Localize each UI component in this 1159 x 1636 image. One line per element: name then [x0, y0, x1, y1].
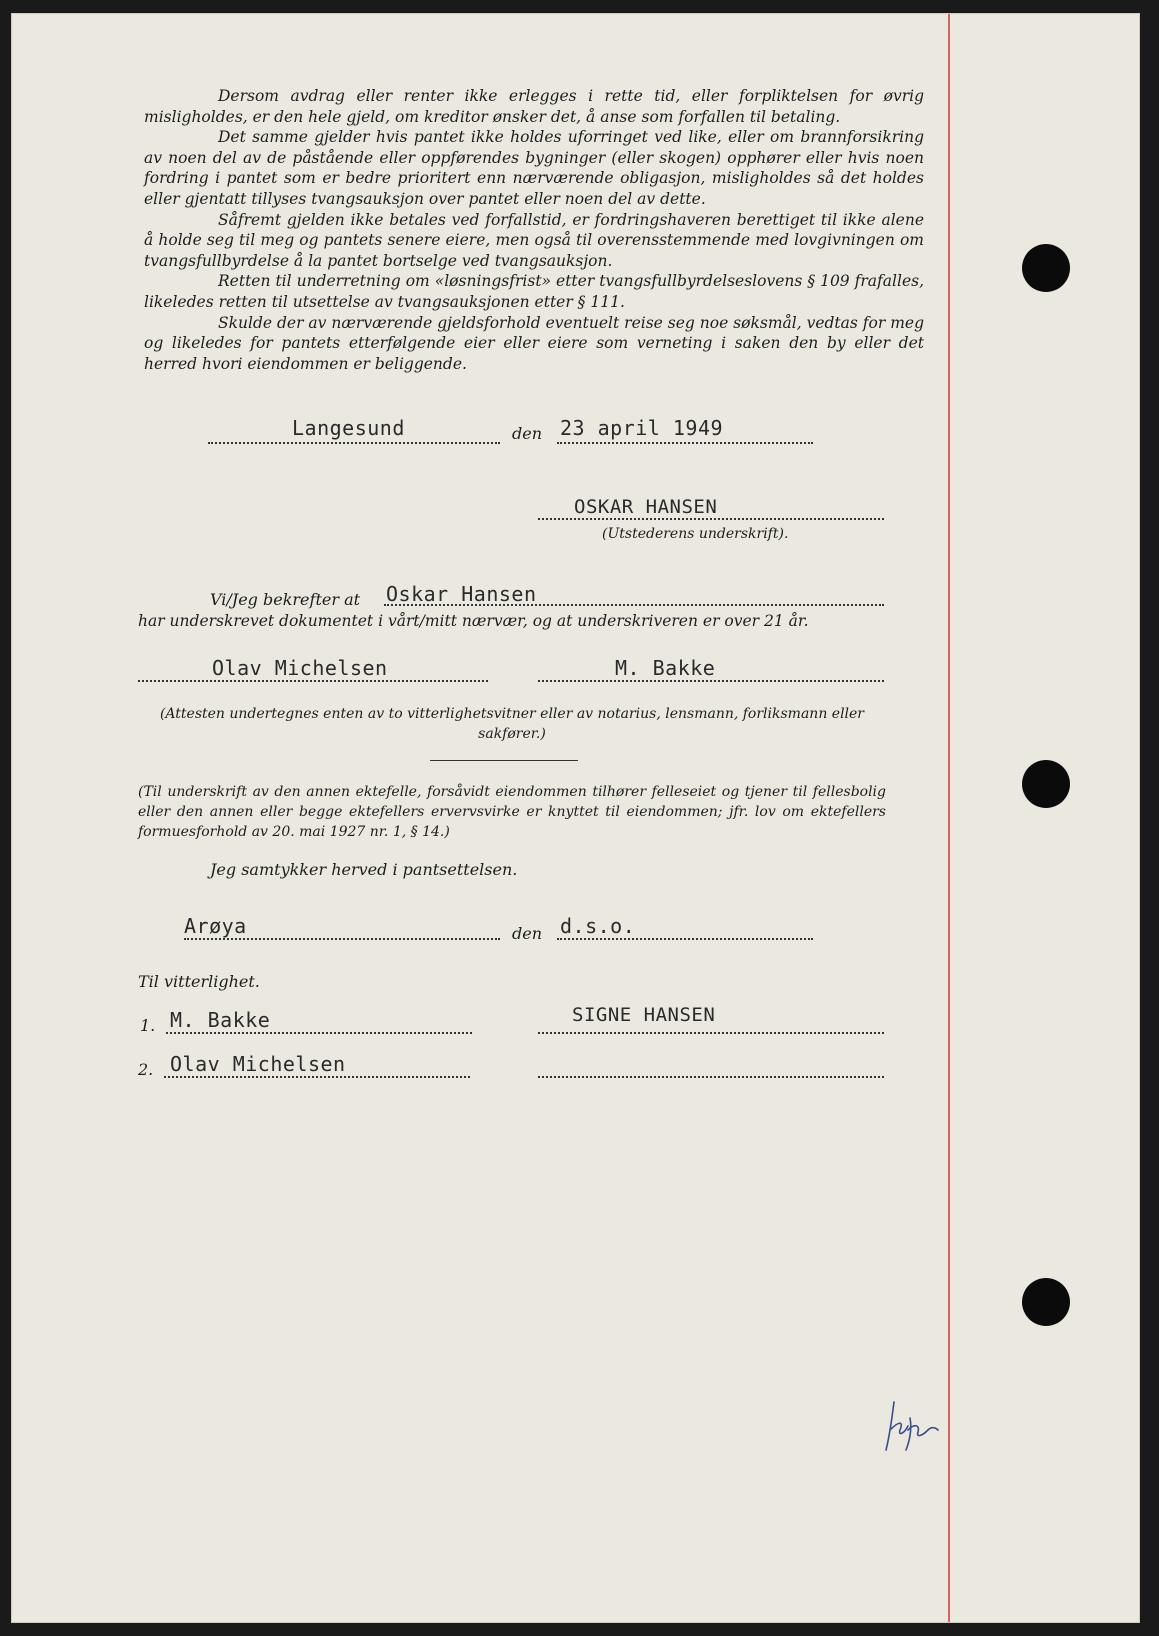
- date-line: [557, 442, 813, 444]
- blank-signature-line: [538, 1076, 884, 1078]
- witness-number: 2.: [138, 1060, 154, 1079]
- punch-hole-icon: [1022, 760, 1070, 808]
- place-line: [208, 442, 500, 444]
- witness-heading: Til vitterlighet.: [138, 972, 260, 991]
- terms-text: [144, 86, 924, 374]
- spouse-date-line: [557, 938, 813, 940]
- spouse-note: (Til underskrift av den annen ektefelle, forsåvidt eiendommen tilhører felleseiet og tjener til fellesbolig eller den annen eller begge ektefellers ervervsvirke er knyttet til eiendommen; jfr. lov om ektefellers formuesforhold av 20. mai 1927 nr. 1, § 14.): [138, 784, 886, 840]
- consent-text: Jeg samtykker herved i pantsettelsen.: [210, 860, 518, 879]
- handwritten-initials-icon: [880, 1394, 950, 1464]
- separator: [430, 760, 578, 761]
- spouse-date: d.s.o.: [560, 914, 636, 938]
- red-margin-line: [948, 14, 950, 1622]
- issue-place: Langesund: [292, 416, 405, 440]
- spouse-witness2: Olav Michelsen: [170, 1052, 346, 1076]
- issuer-signature: OSKAR HANSEN: [574, 496, 718, 518]
- confirmation-name: Oskar Hansen: [386, 582, 537, 606]
- document-page: [12, 14, 1139, 1622]
- paragraph: Det samme gjelder hvis pantet ikke holdes uforringet ved like, eller om brannforsikring av noen del av de påstående eller oppførendes bygninger (eller skogen) opphører eller hvis noen fordring i pantet som er bedre prioritert enn nærværende obligasjon, misligholdes så det holdes eller gjentatt tillyses tvangsauksjon over pantet eller noen del av dette.: [144, 128, 924, 208]
- den-label: den: [512, 424, 543, 443]
- issuer-signature-line: [538, 518, 884, 520]
- paragraph: Skulde der av nærværende gjeldsforhold eventuelt reise seg noe søksmål, vedtas for meg og likeledes for pantets etterfølgende eier eller eiere som verneting i saken den by eller det herred hvori eiendommen er beliggende.: [144, 313, 924, 373]
- issuer-caption: (Utstederens underskrift).: [602, 526, 789, 542]
- spouse-place-line: [184, 938, 500, 940]
- spouse-signature: SIGNE HANSEN: [572, 1004, 716, 1026]
- spouse-place: Arøya: [184, 914, 247, 938]
- spouse-witness2-line: [164, 1076, 470, 1078]
- punch-hole-icon: [1022, 244, 1070, 292]
- paragraph: Dersom avdrag eller renter ikke erlegges i rette tid, eller forpliktelsen for øvrig misligholdes, er den hele gjeld, om kreditor ønsker det, å anse som forfallen til betaling.: [144, 87, 924, 126]
- spouse-witness1-line: [166, 1032, 472, 1034]
- attestation-note: (Attesten undertegnes enten av to vitterlighetsvitner eller av notarius, lensmann, forliksmann eller sakfører.): [159, 706, 865, 742]
- paragraph: Retten til underretning om «løsningsfrist» etter tvangsfullbyrdelseslovens § 109 frafalles, likeledes retten til utsettelse av tvangsauksjonen etter § 111.: [144, 272, 924, 311]
- witness2-line: [538, 680, 884, 682]
- witness1-line: [138, 680, 488, 682]
- spouse-witness1: M. Bakke: [170, 1008, 271, 1032]
- confirmation-witness1: Olav Michelsen: [212, 656, 388, 680]
- spouse-signature-line: [538, 1032, 884, 1034]
- paragraph: Såfremt gjelden ikke betales ved forfallstid, er fordringshaveren berettiget til ikke alene å holde seg til meg og pantets senere eiere, men også til overensstemmende med lovgivningen om tvangsfullbyrdelse å la pantet bortselge ved tvangsauksjon.: [144, 210, 924, 270]
- confirmation-witness2: M. Bakke: [615, 656, 716, 680]
- confirmation-prefix: Vi/Jeg bekrefter at: [210, 590, 361, 609]
- issue-date: 23 april 1949: [560, 416, 724, 440]
- confirmation-line2: har underskrevet dokumentet i vårt/mitt nærvær, og at underskriveren er over 21 år.: [138, 612, 809, 630]
- punch-hole-icon: [1022, 1278, 1070, 1326]
- witness-number: 1.: [140, 1016, 156, 1035]
- spouse-den-label: den: [512, 924, 543, 943]
